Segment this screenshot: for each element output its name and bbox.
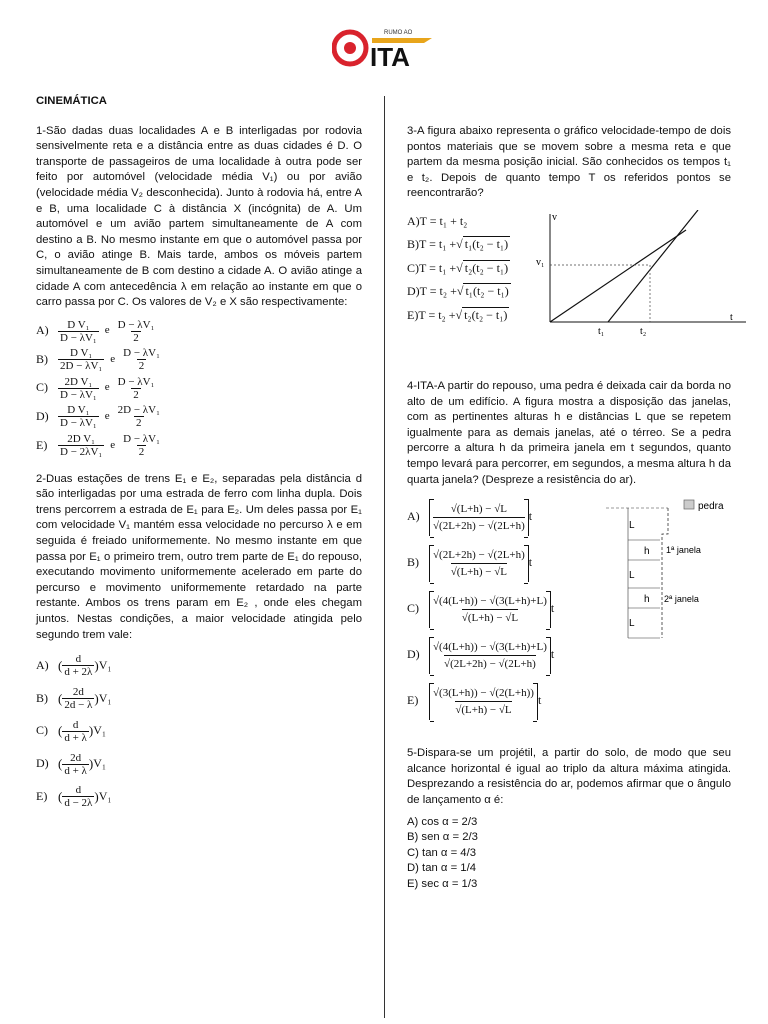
fraction: [62, 686, 94, 711]
option-tail: V₁: [98, 789, 112, 803]
sqrt-sign: √: [455, 307, 463, 322]
numerator: 2D V₁: [64, 375, 93, 388]
line-1: [550, 230, 686, 322]
paren-close: ): [94, 690, 99, 706]
option: [36, 682, 362, 715]
logo-text: ITA: [370, 42, 410, 70]
numerator: 2d: [72, 685, 84, 698]
fraction: [433, 501, 525, 534]
denominator: 2: [138, 445, 145, 458]
option-tail: t: [528, 555, 533, 570]
option: [407, 210, 537, 233]
fraction: [62, 719, 89, 744]
paren-close: ): [94, 657, 99, 673]
conjunction: e: [104, 410, 110, 422]
option-label: C): [36, 723, 48, 738]
option: [36, 649, 362, 682]
numerator: d: [75, 653, 82, 666]
option-expression: T = t₁ + t₂: [419, 213, 468, 228]
question-3-options: [407, 210, 537, 327]
option-tail: t: [537, 693, 542, 708]
option: B) sen α = 2/3: [407, 831, 478, 844]
svg-text:h: h: [644, 594, 650, 605]
option: E) sec α = 1/3: [407, 877, 478, 890]
option-label: E): [36, 789, 48, 803]
section-title: CINEMÁTICA: [36, 95, 107, 107]
fraction: [62, 752, 89, 777]
numerator: D V₁: [67, 404, 90, 417]
column-divider: [384, 96, 385, 1018]
velocity-time-graph: [536, 210, 750, 338]
option-label: D): [407, 647, 420, 662]
paren-open: (: [58, 756, 63, 772]
option-tail: t: [550, 647, 555, 662]
option: A) cos α = 2/3: [407, 815, 478, 828]
question-3-text: 3-A figura abaixo representa o gráfico velocidade-tempo de dois pontos materiais que se movem sobre a mesma reta e que partem da mesma posição inicial. São conhecidos os tempos t₁ e t₂. Depois de quanto tempo T os referidos pontos se reencontrarão?: [407, 125, 731, 200]
fraction: [116, 319, 157, 344]
numerator: 2D − λV₁: [117, 404, 160, 417]
option-tail: V₁: [93, 756, 107, 771]
option-label: B): [407, 237, 419, 252]
question-5-text: 5-Dispara-se um projétil, a partir do solo, de modo que seu alcance horizontal é igual ao triplo da altura máxima atingida. Desprezando a resistência do ar, podemos afirmar que o ângulo de lançamento α é:: [407, 747, 731, 806]
svg-text:L: L: [629, 618, 635, 629]
option-label: C): [407, 601, 419, 616]
option-tail: t: [528, 509, 533, 524]
stone: [684, 500, 694, 509]
svg-text:L: L: [629, 520, 635, 531]
fraction: [62, 784, 94, 809]
option-label: E): [407, 307, 419, 322]
option-label: C): [407, 260, 419, 275]
option-expression: T = t₂ +: [419, 284, 457, 299]
numerator: 2D V₁: [67, 432, 96, 445]
denominator: 2: [138, 360, 145, 373]
option-tail: V₁: [98, 690, 112, 705]
denominator: √(L+h) − √L: [455, 701, 511, 718]
logo: [332, 24, 432, 70]
fraction: [58, 376, 99, 401]
option-expression: T = t₂ +: [418, 307, 456, 322]
option-tail: t: [550, 601, 555, 616]
paren-open: (: [58, 690, 63, 706]
option: [407, 280, 537, 303]
numerator: √(2L+2h) − √(2L+h): [433, 548, 525, 561]
paren-close: ): [88, 756, 94, 772]
conjunction: e: [104, 381, 110, 394]
fraction: [433, 685, 534, 718]
bracket: [429, 545, 529, 582]
denominator: d + 2λ: [64, 666, 93, 679]
sqrt-content: t₂(t₂ − t₁): [464, 260, 509, 275]
option-label: E): [36, 437, 48, 452]
option: [36, 345, 362, 374]
denominator: d + λ: [64, 764, 87, 777]
numerator: 2d: [70, 751, 82, 764]
window-2-label: 2ª janela: [664, 594, 699, 604]
sqrt-sign: √: [456, 260, 463, 275]
denominator: D − 2λV₁: [60, 445, 103, 458]
building-figure: [598, 498, 748, 648]
fraction: [116, 404, 162, 429]
sqrt-content: t₂(t₂ − t₁): [464, 307, 508, 322]
t2-label: t₂: [640, 326, 647, 337]
denominator: d + λ: [64, 731, 87, 744]
numerator: d: [75, 784, 82, 797]
left-column: [36, 94, 362, 813]
bracket: [429, 499, 529, 536]
fraction: [58, 433, 104, 458]
line-2: [608, 210, 698, 322]
option: [36, 748, 362, 781]
option-tail: V₁: [93, 723, 107, 738]
numerator: √(L+h) − √L: [450, 502, 508, 515]
numerator: √(3(L+h)) − √(2(L+h)): [433, 686, 534, 699]
sqrt-content: t₁(t₂ − t₁): [464, 237, 509, 252]
denominator: √(L+h) − √L: [462, 609, 518, 626]
denominator: D − λV₁: [60, 388, 97, 401]
option: [407, 257, 537, 280]
paren-open: (: [58, 789, 63, 804]
option-label: E): [407, 693, 419, 708]
denominator: D − λV₁: [60, 331, 97, 344]
fraction: [58, 319, 99, 344]
option-label: A): [407, 509, 420, 524]
denominator: √(2L+2h) − √(2L+h): [433, 517, 525, 534]
fraction: [121, 433, 162, 458]
option-tail: V₁: [98, 657, 112, 672]
fraction: [58, 404, 99, 429]
t1-label: t₁: [598, 326, 605, 337]
option-expression: T = t₁ +: [419, 260, 457, 275]
denominator: D − λV₁: [60, 417, 97, 430]
denominator: √(2L+2h) − √(2L+h): [444, 655, 536, 672]
question-1-text: 1-São dadas duas localidades A e B interligadas por rodovia sensivelmente reta e a distância entre as duas cidades é D. O transporte de passageiros de uma localidade à outra pode ser feito por automóvel (velocidade média V₁) ou por avião (velocidade média V₂ desconhecida). Junto à rodovia há, entre A e B, uma localidade C à distância X (incógnita) de A. Um automóvel e um avião partem simultaneamente de A com destino a B. No mesmo instante em que o automóvel passa por C, o avião atinge B. Mais tarde, ambos os móveis partem simultaneamente de B com destino a cidade A. O avião atinge a cidade A com antecedência λ em relação ao instante em que o carro passa por C. Os valores de V₂ e X são respectivamente:: [36, 124, 362, 309]
option: [407, 304, 537, 327]
denominator: d − 2λ: [64, 797, 93, 810]
question-2-text: 2-Duas estações de trens E₁ e E₂, separadas pela distância d são interligadas por uma estrada de ferro com linha dupla. Dois trens percorrem a estrada de E₁ para E₂. Um deles passa por E₁ com velocidade V₁ mantém essa velocidade no percurso λ e em seguida é freiado uniformemente. No mesmo instante em que passa por E₁ o primeiro trem, outro trem parte de E₁ do repouso, executando movimento uniformemente acelerado em parte do percurso e movimento uniformemente retardado na parte restante. Ambos os trens param em E₂ , onde eles chegam juntos. Nestas condições, a maior velocidade atingida pelo segundo trem vale:: [36, 472, 362, 641]
option: [36, 403, 362, 432]
v1-label: v₁: [536, 257, 545, 268]
fraction: [433, 639, 547, 672]
numerator: D − λV₁: [117, 318, 155, 331]
t-label: t: [730, 312, 733, 323]
fraction: [58, 347, 104, 372]
numerator: D − λV₁: [117, 375, 155, 388]
denominator: 2: [136, 417, 142, 430]
numerator: √(4(L+h)) − √(3(L+h)+L): [433, 640, 547, 653]
wall: [662, 508, 668, 638]
option: [36, 780, 362, 813]
svg-text:h: h: [644, 546, 650, 557]
fraction: [116, 376, 157, 401]
window-1-label: 1ª janela: [666, 545, 701, 555]
question-1-options: [36, 317, 362, 460]
svg-text:L: L: [629, 570, 635, 581]
denominator: 2D − λV₁: [60, 360, 103, 373]
numerator: D − λV₁: [123, 347, 160, 360]
option-label: A): [36, 657, 49, 672]
question-5-options: [407, 815, 731, 893]
option-label: A): [407, 213, 420, 228]
option-label: B): [36, 690, 48, 705]
option-label: A): [36, 323, 49, 338]
paren-open: (: [58, 657, 63, 673]
denominator: √(L+h) − √L: [451, 563, 507, 580]
sqrt-sign: √: [456, 284, 464, 299]
numerator: D V₁: [67, 318, 90, 331]
option-label: D): [407, 284, 420, 299]
v-label: v: [552, 212, 557, 223]
option: [407, 233, 537, 256]
denominator: 2d − λ: [64, 698, 93, 711]
option: [36, 374, 362, 403]
numerator: √(4(L+h)) − √(3(L+h)+L): [433, 594, 547, 607]
fraction: [121, 347, 162, 372]
conjunction: e: [104, 324, 110, 337]
option: C) tan α = 4/3: [407, 846, 477, 859]
fraction: [433, 547, 525, 580]
option: [36, 317, 362, 346]
numerator: d: [72, 718, 79, 731]
option-label: D): [36, 756, 49, 771]
option: [36, 715, 362, 748]
option: D) tan α = 1/4: [407, 862, 477, 875]
conjunction: e: [110, 438, 116, 451]
paren-close: ): [94, 789, 99, 804]
fraction: [433, 593, 547, 626]
paren-open: (: [58, 723, 63, 739]
sqrt-sign: √: [456, 237, 463, 252]
denominator: 2: [133, 331, 139, 344]
stone-label: pedra: [698, 501, 724, 512]
numerator: D V₁: [69, 347, 93, 360]
conjunction: e: [110, 352, 116, 365]
question-2-options: [36, 649, 362, 813]
paren-close: ): [88, 723, 94, 739]
denominator: 2: [133, 388, 139, 401]
option: [407, 678, 731, 724]
option-expression: T = t₁ +: [419, 237, 457, 252]
numerator: D − λV₁: [123, 432, 160, 445]
sqrt-content: t₁(t₂ − t₁): [465, 284, 509, 299]
option-label: B): [36, 351, 48, 366]
option-label: B): [407, 555, 419, 570]
option-label: C): [36, 380, 48, 395]
bracket: [429, 683, 538, 720]
option-label: D): [36, 409, 49, 423]
bracket: [429, 637, 551, 674]
option: [36, 431, 362, 460]
logo-tagline: RUMO AO: [384, 30, 413, 36]
fraction: [62, 653, 94, 678]
question-4-text: 4-ITA-A partir do repouso, uma pedra é deixada cair da borda no alto de um edifício. A figura mostra a disposição das janelas, com as pertinentes alturas h e distâncias L que se repetem igualmente para as demais janelas, até o térreo. Se a pedra percorre a altura h da primeira janela em t segundos, quanto tempo levará para percorrer, em segundos, a mesma altura h da quarta janela? (Despreze a resistência do ar).: [407, 380, 731, 486]
bracket: [429, 591, 551, 628]
